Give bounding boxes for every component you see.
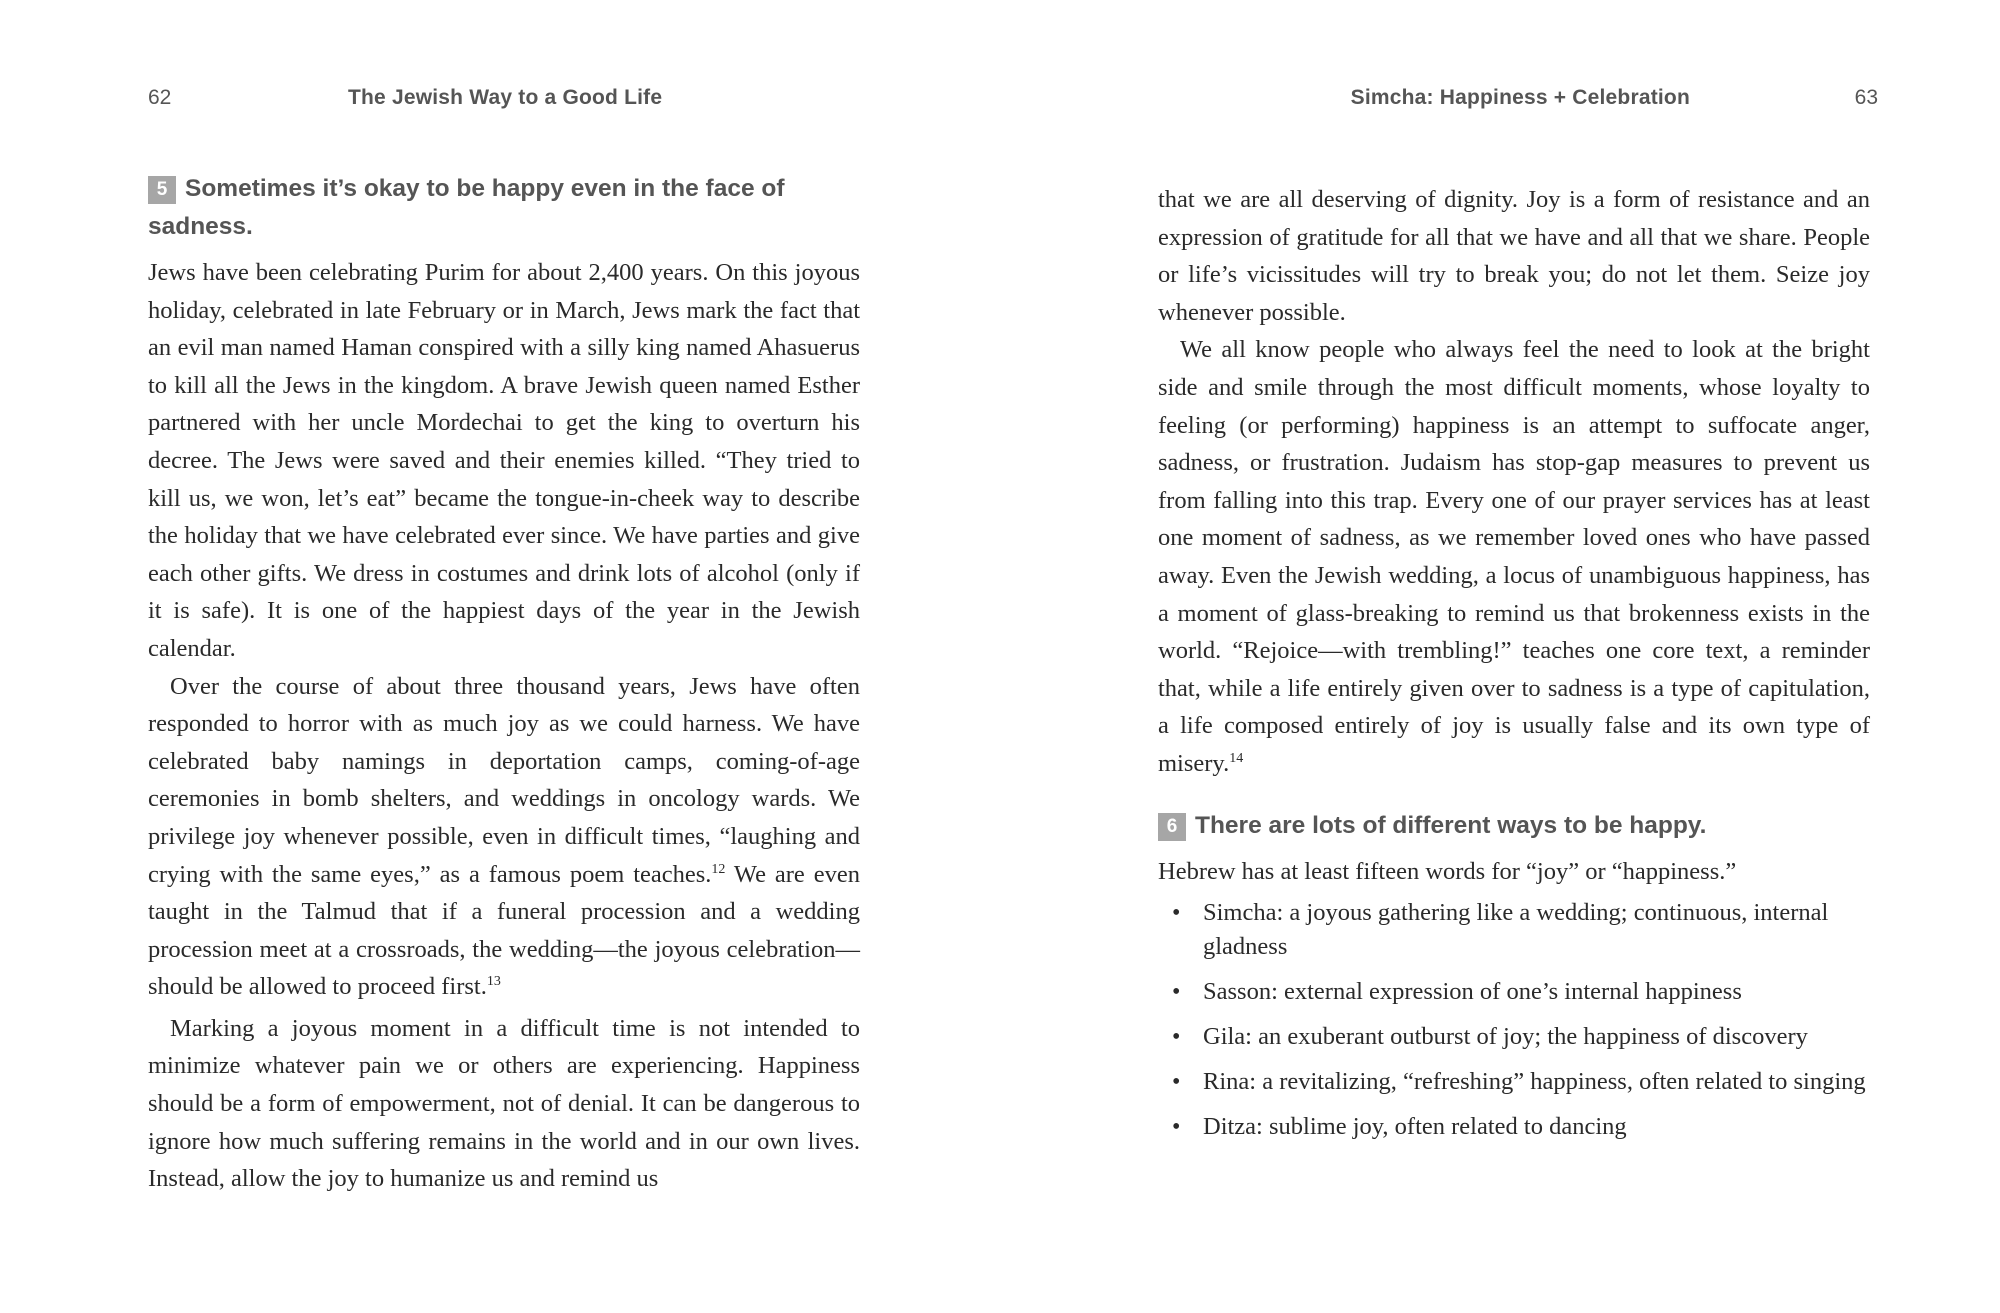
paragraph: that we are all deserving of dignity. Joy is a form of resistance and an expression of gratitude for all that we have and all that we share. People or life’s vicissitudes will try to break you; do not let them. Seize joy whenever possible. [1158,186,1870,326]
left-page [148,0,868,1313]
bullet-icon: • [1172,979,1181,1006]
section-5-heading [148,170,860,246]
bullet-icon: • [1172,1069,1181,1096]
paragraph: Marking a joyous moment in a difficult time is not intended to minimize whatever pain we or others are experiencing. Happiness should be a form of empowerment, not of denial. It can be dangerous to ignore how much suffering remains in the world and in our own lives. Instead, allow the joy to humanize us and remind us [148,1014,860,1193]
paragraph: Jews have been celebrating Purim for about 2,400 years. On this joyous holiday, celebrated in late February or in March, Jews mark the fact that an evil man named Haman conspired with a silly king named Ahasuerus to kill all the Jews in the kingdom. A brave Jewish queen named Esther partnered with her uncle Mordechai to get the king to overturn his decree. The Jews were saved and their enemies killed. “They tried to kill us, we won, let’s eat” became the tongue-in-cheek way to describe the holiday that we have celebrated ever since. We have parties and give each other gifts. We dress in costumes and drink lots of alcohol (only if it is safe). It is one of the happiest days of the year in the Jewish calendar. [148,259,860,662]
right-page-body [1158,181,1870,1155]
footnote-ref[interactable]: 12 [711,861,726,877]
left-page-number: 62 [148,86,172,109]
bullet-icon: • [1172,1024,1181,1051]
bullet-icon: • [1172,1114,1181,1141]
list-item [1158,1065,1870,1099]
paragraph [1158,331,1870,782]
section-heading-text: Sometimes it’s okay to be happy even in the face of sadness. [148,175,785,240]
list-intro: Hebrew has at least fifteen words for “joy” or “happiness.” [1158,857,1737,885]
right-running-head [1158,86,1878,116]
list-item-text: Rina: a revitalizing, “refreshing” happiness, often related to singing [1203,1068,1866,1096]
list-item-text: Sasson: external expression of one’s internal happiness [1203,978,1742,1006]
bullet-icon: • [1172,900,1181,927]
section-heading-text: There are lots of different ways to be happy. [1195,811,1707,839]
list-item [1158,1020,1870,1054]
paragraph-text: We [725,860,766,888]
section-number-badge: 6 [1158,813,1186,841]
section-6-heading [1158,807,1870,845]
right-page-number: 63 [1854,86,1878,109]
paragraph [148,668,860,1006]
list-item [1158,896,1870,964]
chapter-title: Simcha: Happiness + Celebration [1350,86,1690,109]
left-page-body [148,170,860,1198]
paragraph-text: We all know people who always feel the need to look at the bright side and smile through the most difficult moments, whose loyalty to feeling (or performing) happiness is an attempt to suffocate anger, sadness, or frustration. Judaism has stop-gap measures to prevent us from falling into this trap. Every one of our prayer services has at least one moment of sadness, as we remember loved ones who have passed away. Even the Jewish wedding, a locus of unambiguous happiness, has a moment of glass-breaking to remind us that brokenness exists in the world. “Rejoice—with trembling!” teaches one core text, a reminder that, while a life entirely given over to sadness is a type of capitulation, a life composed entirely of joy is usually false and its own type of misery. [1158,336,1870,777]
paragraph-text: Over the course of about three thousand years, Jews have often responded to horror with as much joy as we could harness. We have celebrated baby namings in deportation camps, coming-of-age ceremonies in bomb shelters, and weddings in oncology wards. We privilege joy whenever possible, even in difficult times, “laughing and crying with the same eyes,” as a famous poem teaches. [148,672,860,888]
list-item-text: Simcha: a joyous gathering like a wedding; continuous, internal gladness [1203,899,1829,961]
section-number-badge: 5 [148,176,176,204]
paragraph-text: are even taught in the Talmud that if a funeral procession and a wedding procession meet at a crossroads, the wedding—the joyous celebration—should be allowed to proceed first. [148,860,860,1001]
list-item [1158,975,1870,1009]
list-item-text: Ditza: sublime joy, often related to dancing [1203,1113,1627,1141]
book-title: The Jewish Way to a Good Life [348,86,663,109]
list-item-text: Gila: an exuberant outburst of joy; the happiness of discovery [1203,1023,1808,1051]
right-page [1158,0,1878,1313]
footnote-ref[interactable]: 13 [486,974,501,990]
left-running-head [148,86,868,116]
list-item [1158,1110,1870,1144]
happiness-words-list [1158,896,1870,1144]
footnote-ref[interactable]: 14 [1229,750,1244,766]
